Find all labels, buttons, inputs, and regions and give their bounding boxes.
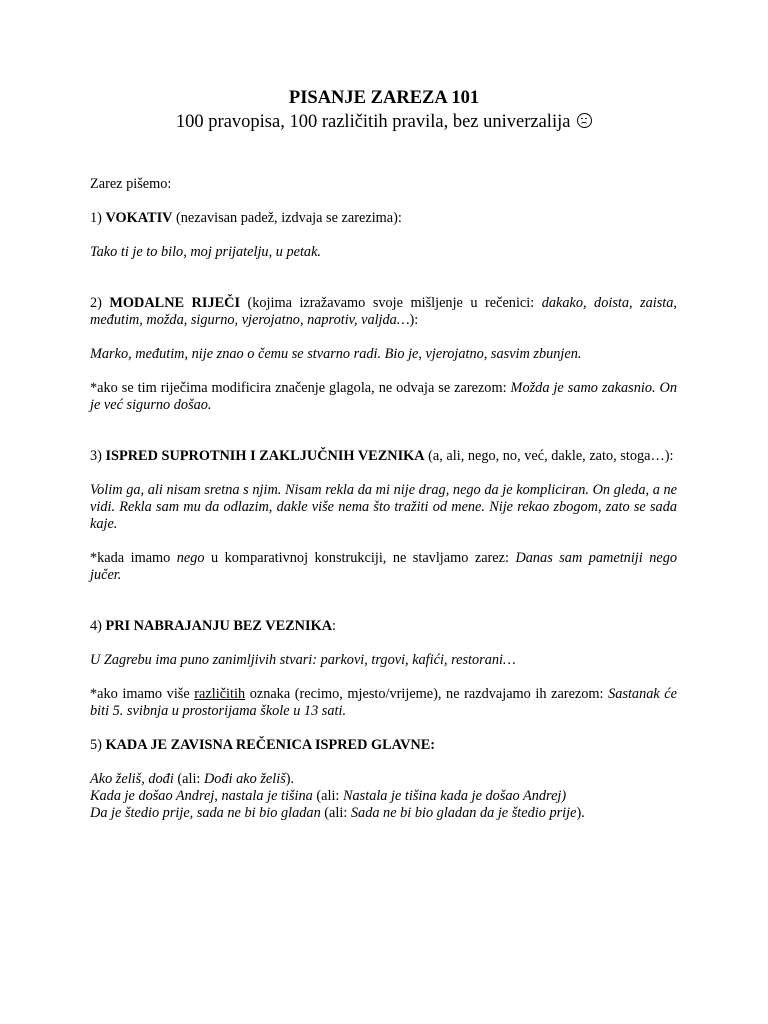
note-keyword: nego xyxy=(176,550,205,566)
section-5-example-2 xyxy=(90,788,677,805)
example-text: Da je štedio prije, sada ne bi bio gladan xyxy=(90,805,321,821)
example-text: Kada je došao Andrej, nastala je tišina xyxy=(90,788,313,804)
alt-label: (ali: xyxy=(320,805,351,821)
note-text: u komparativnoj konstrukciji, ne stavljamo zarez: xyxy=(204,550,516,566)
alt-label: (ali: xyxy=(173,771,204,787)
alt-example: Sada ne bi bio gladan da je štedio prije xyxy=(350,805,577,821)
section-title: PRI NABRAJANJU BEZ VEZNIKA xyxy=(105,618,333,634)
section-1-heading xyxy=(90,210,677,227)
section-5-example-3 xyxy=(90,805,677,822)
section-title: VOKATIV xyxy=(105,210,173,226)
section-number: 3) xyxy=(90,448,106,464)
section-1-example xyxy=(90,244,677,261)
section-4-note xyxy=(90,686,677,720)
section-2-note xyxy=(90,380,677,414)
document-body xyxy=(90,176,677,822)
section-number: 4) xyxy=(90,618,106,634)
intro-text: Zarez pišemo: xyxy=(90,176,172,192)
document-title: PISANJE ZAREZA 101 xyxy=(288,88,480,108)
section-4-example xyxy=(90,652,677,669)
note-text: *kada imamo xyxy=(90,550,177,566)
note-text: *ako se tim riječima modificira značenje glagola, ne odvaja se zarezom: xyxy=(90,380,511,396)
title-block xyxy=(0,86,768,134)
section-2-example xyxy=(90,346,677,363)
example-text: Volim ga, ali nisam sretna s njim. Nisam rekla da mi nije drag, nego da je kompliciran. On gleda, a ne vidi. Rekla sam mu da odlazim, dakle više nema što tražiti od mene. Nije rekao zbogom, zato se sada kaje. xyxy=(90,482,677,532)
alt-label: (ali: xyxy=(312,788,343,804)
example-text: Tako ti je to bilo, moj prijatelju, u petak. xyxy=(90,244,321,260)
example-text: U Zagrebu ima puno zanimljivih stvari: parkovi, trgovi, kafići, restorani… xyxy=(90,652,516,668)
note-text: oznaka (recimo, mjesto/vrijeme), ne razdvajamo ih zarezom: xyxy=(245,686,609,702)
section-description: (a, ali, nego, no, već, dakle, zato, stoga…): xyxy=(424,448,674,464)
alt-close: ). xyxy=(285,771,295,787)
section-5-heading xyxy=(90,737,677,754)
example-text: Ako želiš, dođi xyxy=(90,771,174,787)
note-example: Sastanak će biti 5. svibnja u prostorijama škole u 13 sati. xyxy=(90,686,677,719)
section-number: 2) xyxy=(90,295,110,311)
section-title: MODALNE RIJEČI xyxy=(109,295,241,311)
frown-icon xyxy=(577,113,592,128)
example-text: Marko, međutim, nije znao o čemu se stvarno radi. Bio je, vjerojatno, sasvim zbunjen. xyxy=(90,346,582,362)
section-description: : xyxy=(332,618,336,634)
section-3-heading xyxy=(90,448,677,465)
section-2-heading xyxy=(90,295,677,329)
note-example: Danas sam pametniji nego jučer. xyxy=(90,550,677,583)
section-title: ISPRED SUPROTNIH I ZAKLJUČNIH VEZNIKA xyxy=(105,448,425,464)
section-4-heading xyxy=(90,618,677,635)
alt-example: Dođi ako želiš xyxy=(203,771,286,787)
section-number: 5) xyxy=(90,737,106,753)
section-5-example-1 xyxy=(90,771,677,788)
note-keyword-underlined: različitih xyxy=(194,686,246,702)
section-3-example xyxy=(90,482,677,533)
section-title: KADA JE ZAVISNA REČENICA ISPRED GLAVNE: xyxy=(105,737,436,753)
section-description: (nezavisan padež, izdvaja se zarezima): xyxy=(172,210,402,226)
document-subtitle xyxy=(0,110,768,134)
note-text: *ako imamo više xyxy=(90,686,195,702)
alt-example: Nastala je tišina kada je došao Andrej) xyxy=(342,788,567,804)
section-description: (kojima izražavamo svoje mišljenje u rečenici: xyxy=(240,295,542,311)
section-3-note xyxy=(90,550,677,584)
note-example: Možda je samo zakasnio. On je već sigurno došao. xyxy=(90,380,677,413)
alt-close: ). xyxy=(576,805,585,821)
section-number: 1) xyxy=(90,210,106,226)
modal-words: dakako, doista, zaista, međutim, možda, sigurno, vjerojatno, naprotiv, valjda… xyxy=(90,295,677,328)
section-description-close: ): xyxy=(409,312,419,328)
subtitle-text: 100 pravopisa, 100 različitih pravila, bez univerzalija xyxy=(175,112,571,132)
